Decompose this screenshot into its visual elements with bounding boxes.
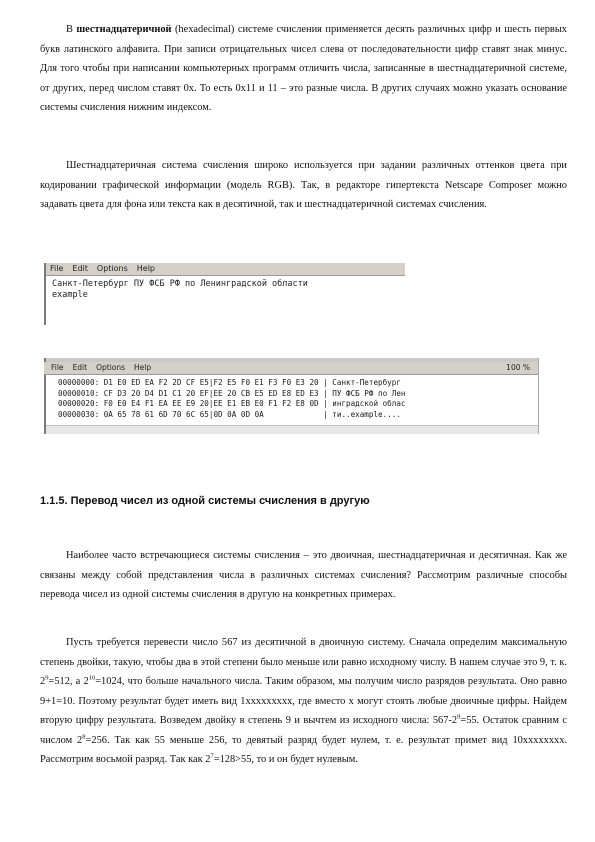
menu-help: Help [136, 264, 156, 273]
superscript: 7 [210, 752, 214, 760]
text-run: =1024, что больше начального числа. Таким образом, мы получим число разрядов результата. Оно равно 9+1=10. Поэтому результат будет иметь вид 1xxxxxxxxx, где вместо x могут стоять любые двоичные цифры. Найдем вторую цифру результата. Возведем двойку в степень 9 и вычтем из исходного числа: 567-2 [40, 676, 567, 726]
menu-help: Help [134, 363, 152, 372]
intro-p1-bold-term: шестнадцатеричной [76, 24, 172, 35]
intro-paragraph-1 [40, 20, 567, 118]
editor-line: example [52, 290, 88, 300]
window-edge [44, 263, 46, 325]
text-editor-screenshot [44, 263, 405, 325]
editor-content [44, 276, 405, 301]
text-run: =512, а 2 [48, 676, 89, 687]
superscript: 9 [457, 713, 461, 721]
hex-row: 00000000: D1 E0 ED EA F2 2D CF E5|F2 E5 F0 E1 F3 F0 E3 20 | Санкт-Петербург [58, 378, 406, 387]
section-heading: 1.1.5. Перевод чисел из одной системы счисления в другую [40, 495, 370, 507]
editor-line: Санкт-Петербург ПУ ФСБ РФ по Ленинградской области [52, 279, 308, 289]
hex-menu-bar [44, 362, 538, 375]
menu-options: Options [96, 264, 128, 273]
hex-row: 00000030: 0A 65 78 61 6D 70 6C 65|0D 0A 0D 0A | ти..example.... [58, 409, 401, 419]
hex-row: 00000010: CF D3 20 D4 D1 C1 20 EF|EE 20 CB E5 ED E8 ED E3 | ПУ ФСБ РФ по Лен [58, 388, 406, 398]
menu-edit: Edit [72, 363, 88, 372]
text-run: =55. Остаток сравним с числом 2 [40, 715, 567, 746]
hex-dump [44, 375, 538, 420]
text-run: Пусть требуется перевести число 567 из десятичной в двоичную систему. Сначала определим максимальную степень двойки, такую, чтобы два в этой степени было меньше или равно исходному числу. В нашем случае это 9, т. к. 2 [40, 637, 567, 687]
text-run: =128>55, то и он будет нулевым. [213, 754, 358, 765]
superscript: 10 [88, 674, 96, 682]
menu-file: File [51, 363, 64, 372]
text-run: =256. Так как 55 меньше 256, то девятый разряд будет нулем, т. е. результат примет вид 10xxxxxxxx. Рассмотрим восьмой разряд. Так как 2 [40, 734, 567, 765]
editor-menu-bar [44, 263, 405, 276]
menu-edit: Edit [72, 264, 88, 273]
section-paragraph-2 [40, 633, 567, 770]
intro-p1-text: (hexadecimal) системе счисления применяется десять различных цифр и шесть первых букв латинского алфавита. При записи отрицательных чисел слева от последовательности цифр ставят знак минус. Для того чтобы при написании компьютерных программ отличить числа, записанные в шестнадцатеричной системе, от других, перед числом ставят 0x. То есть 0x11 и 11 – это разные числа. В других случаях можно указать основание системы счисления нижним индексом. [40, 24, 568, 113]
menu-file: File [50, 264, 64, 273]
superscript: 9 [45, 674, 49, 682]
zoom-level: 100 % [506, 363, 530, 372]
menu-options: Options [96, 363, 126, 372]
hex-viewer-screenshot [44, 358, 539, 434]
intro-p1-lead: В [66, 24, 77, 35]
superscript: 8 [82, 733, 86, 741]
intro-paragraph-2: Шестнадцатеричная система счисления широко используется при задании различных оттенков цвета при кодировании графической информации (модель RGB). Так, в редакторе гипертекста Netscape Composer можно задавать цвета для фона или текста как в десятичной, так и шестнадцатеричной системах счисления. [40, 160, 567, 210]
horizontal-scrollbar [46, 425, 538, 434]
section-paragraph-1: Наиболее часто встречающиеся системы счисления – это двоичная, шестнадцатеричная и десятичная. Как же связаны между собой представления числа в различных системах счисления? Рассмотрим различные способы перевода чисел из одной системы счисления в другую на конкретных примерах. [40, 550, 567, 600]
hex-row: 00000020: F0 E0 E4 F1 EA EE E9 20|EE E1 EB E0 F1 F2 E8 0D | инградской облас [58, 399, 406, 408]
